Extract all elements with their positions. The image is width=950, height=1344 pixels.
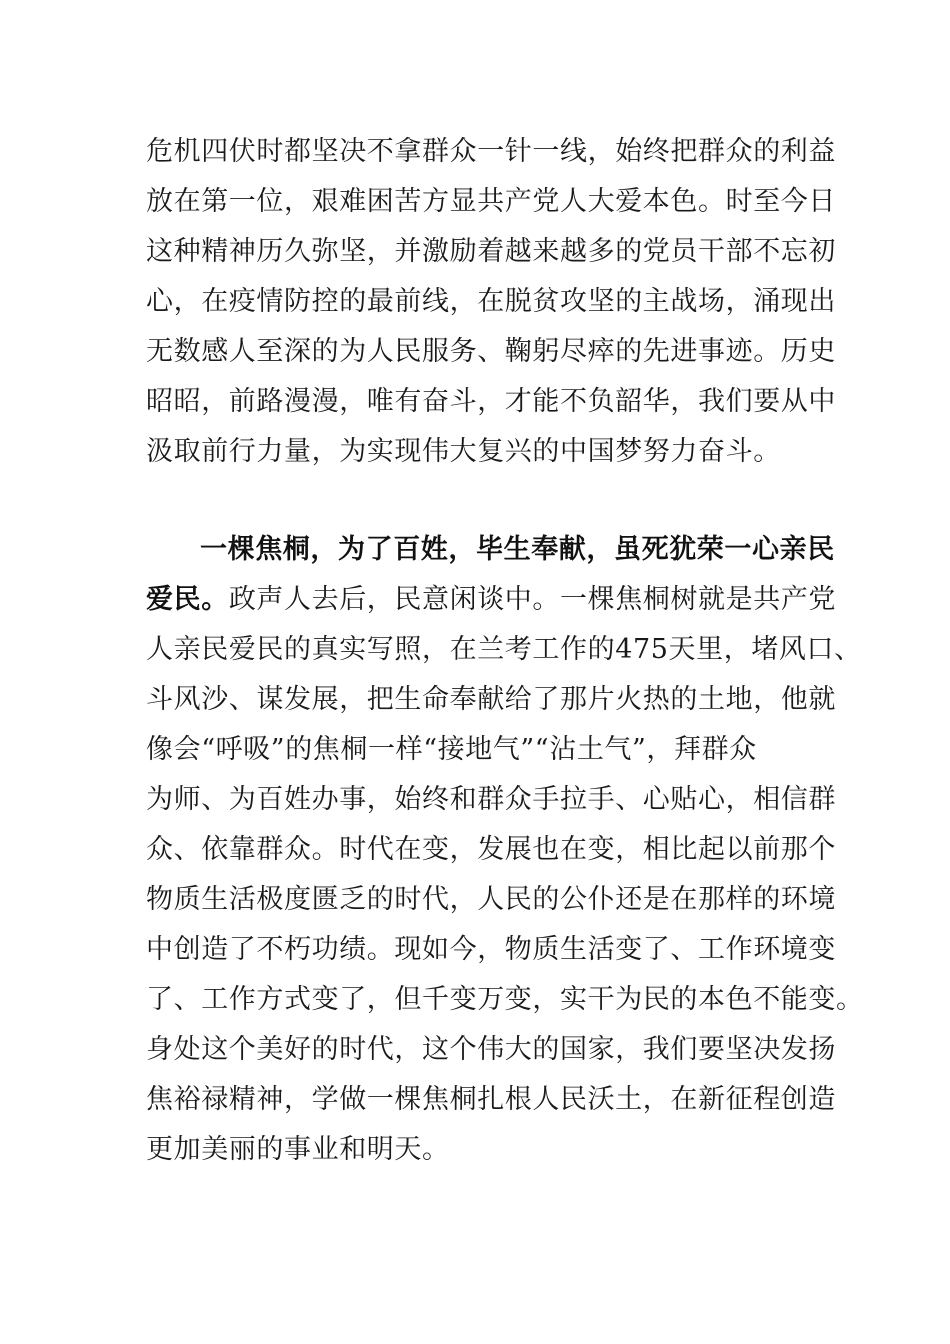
paragraph-2-line: 更加美丽的事业和明天。 [146, 1134, 450, 1165]
paragraph-2-line: 众、依靠群众。时代在变，发展也在变，相比起以前那个 [146, 834, 836, 865]
paragraph-2-heading: 一棵焦桐，为了百姓，毕生奉献，虽死犹荣一心亲民 [200, 534, 835, 565]
paragraph-1-line: 放在第一位，艰难困苦方显共产党人大爱本色。时至今日 [146, 186, 836, 217]
paragraph-1-line: 汲取前行力量，为实现伟大复兴的中国梦努力奋斗。 [146, 436, 781, 467]
paragraph-2-line: 身处这个美好的时代，这个伟大的国家，我们要坚决发扬 [146, 1034, 836, 1065]
paragraph-1-line: 这种精神历久弥坚，并激励着越来越多的党员干部不忘初 [146, 236, 836, 267]
paragraph-2-line-text: 政声人去后，民意闲谈中。一棵焦桐树就是共产党 [228, 584, 837, 615]
paragraph-2-heading-end: 爱民。 [146, 584, 229, 615]
paragraph-2-line [146, 582, 836, 618]
paragraph-2-line: 焦裕禄精神，学做一棵焦桐扎根人民沃土，在新征程创造 [146, 1084, 836, 1115]
paragraph-2-line: 像会“呼吸”的焦桐一样“接地气”“沾土气”，拜群众 [146, 734, 757, 765]
paragraph-1-line: 心，在疫情防控的最前线，在脱贫攻坚的主战场，涌现出 [146, 286, 836, 317]
paragraph-2-line: 物质生活极度匮乏的时代，人民的公仆还是在那样的环境 [146, 884, 836, 915]
paragraph-1-line: 危机四伏时都坚决不拿群众一针一线，始终把群众的利益 [146, 136, 836, 167]
paragraph-1-line: 昭昭，前路漫漫，唯有奋斗，才能不负韶华，我们要从中 [146, 386, 836, 417]
paragraph-2-line: 斗风沙、谋发展，把生命奉献给了那片火热的土地，他就 [146, 684, 836, 715]
paragraph-2-line: 人亲民爱民的真实写照，在兰考工作的475天里，堵风口、 [146, 634, 862, 665]
paragraph-2-line: 为师、为百姓办事，始终和群众手拉手、心贴心，相信群 [146, 784, 836, 815]
paragraph-2-line: 中创造了不朽功绩。现如今，物质生活变了、工作环境变 [146, 934, 836, 965]
paragraph-1-line: 无数感人至深的为人民服务、鞠躬尽瘁的先进事迹。历史 [146, 336, 836, 367]
paragraph-2-line: 了、工作方式变了，但千变万变，实干为民的本色不能变。 [146, 984, 864, 1015]
